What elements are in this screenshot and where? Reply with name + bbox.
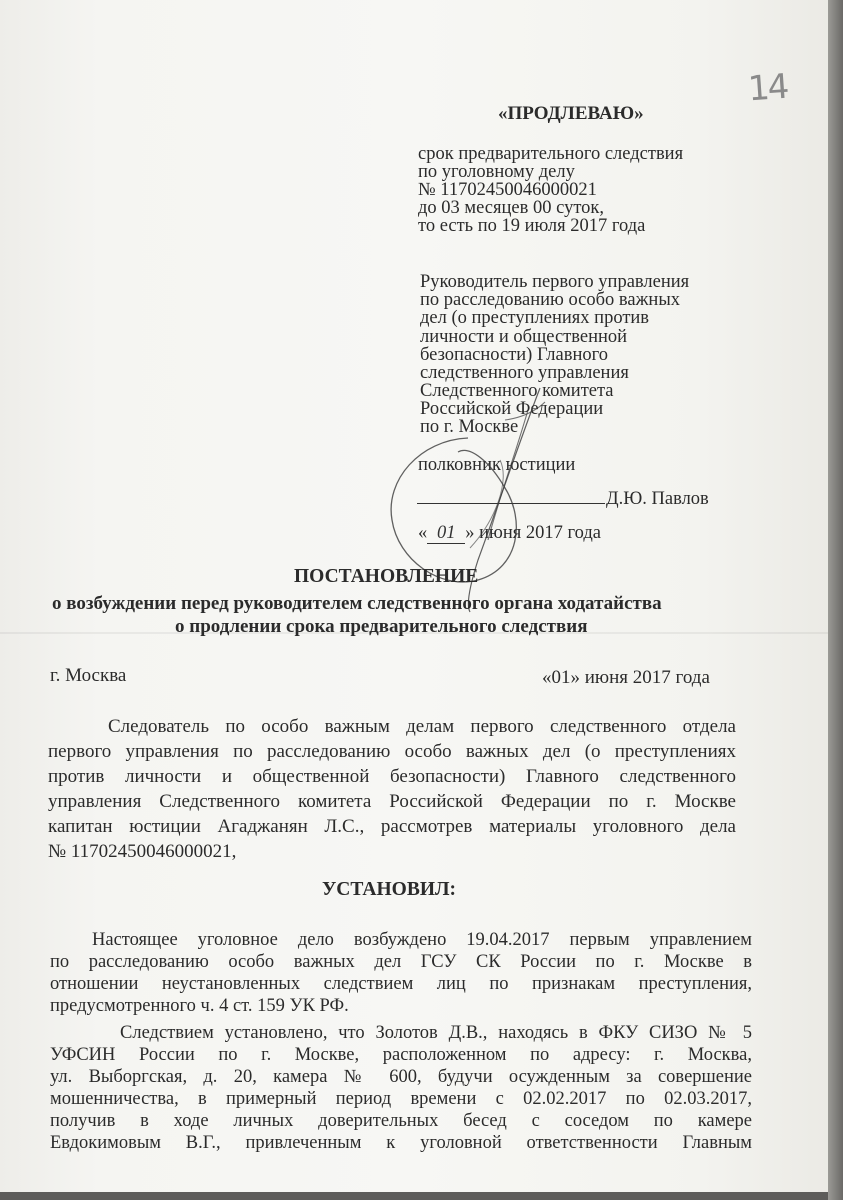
approval-line: по уголовному делу bbox=[418, 162, 575, 182]
para1-line: по расследованию особо важных дел ГСУ СК России по г. Москве в bbox=[50, 952, 752, 972]
para1-line: Настоящее уголовное дело возбуждено 19.04.2017 первым управлением bbox=[92, 930, 752, 950]
intro-line: управления Следственного комитета Российской Федерации по г. Москве bbox=[48, 791, 736, 812]
para1-line: предусмотренного ч. 4 ст. 159 УК РФ. bbox=[50, 996, 349, 1016]
document-subtitle: о возбуждении перед руководителем следственного органа ходатайства bbox=[52, 593, 662, 614]
approval-line: то есть по 19 июля 2017 года bbox=[418, 216, 646, 236]
position-line: личности и общественной bbox=[420, 327, 628, 347]
intro-line: Следователь по особо важным делам первого следственного отдела bbox=[108, 716, 736, 737]
position-line: следственного управления bbox=[420, 363, 629, 383]
para2-line: Следствием установлено, что Золотов Д.В., находясь в ФКУ СИЗО № 5 bbox=[120, 1023, 752, 1043]
para2-line: мошенничества, в примерный период времени с 02.02.2017 по 02.03.2017, bbox=[50, 1089, 752, 1109]
intro-line: первого управления по расследованию особо важных дел (о преступлениях bbox=[48, 741, 736, 762]
para2-line: ул. Выборгская, д. 20, камера № 600, будучи осужденным за совершение bbox=[50, 1067, 752, 1087]
para2-line: УФСИН России по г. Москве, расположенном по адресу: г. Москва, bbox=[50, 1045, 752, 1065]
position-line: дел (о преступлениях против bbox=[420, 308, 650, 328]
position-line: безопасности) Главного bbox=[420, 345, 608, 365]
handwritten-page-number: 14 bbox=[746, 66, 789, 110]
position-line: по расследованию особо важных bbox=[420, 290, 680, 310]
approval-line: срок предварительного следствия bbox=[418, 144, 684, 164]
approval-line: до 03 месяцев 00 суток, bbox=[418, 198, 605, 218]
approval-date-open: « bbox=[418, 523, 428, 543]
para2-line: Евдокимовым В.Г., привлеченным к уголовной ответственности Главным bbox=[50, 1133, 752, 1153]
approval-line: № 11702450046000021 bbox=[418, 180, 597, 200]
position-line: Руководитель первого управления bbox=[420, 272, 690, 292]
para2-line: получив в ходе личных доверительных бесед с соседом по камере bbox=[50, 1111, 752, 1131]
intro-line: капитан юстиции Агаджанян Л.С., рассмотрев материалы уголовного дела bbox=[48, 816, 736, 837]
established-heading: УСТАНОВИЛ: bbox=[322, 879, 457, 900]
rank: полковник юстиции bbox=[418, 455, 576, 475]
place: г. Москва bbox=[50, 665, 127, 686]
approval-date bbox=[418, 523, 601, 544]
position-line: Российской Федерации bbox=[420, 399, 604, 419]
approval-date-rest: » июня 2017 года bbox=[465, 523, 601, 543]
signatory-name: Д.Ю. Павлов bbox=[606, 489, 709, 509]
signature-line bbox=[417, 503, 605, 504]
approval-date-day: 01 bbox=[427, 523, 465, 544]
position-line: по г. Москве bbox=[420, 417, 519, 437]
document-subtitle: о продлении срока предварительного следствия bbox=[175, 616, 588, 637]
position-line: Следственного комитета bbox=[420, 381, 614, 401]
intro-line: № 11702450046000021, bbox=[48, 841, 237, 862]
document-title: ПОСТАНОВЛЕНИЕ bbox=[294, 566, 479, 587]
para1-line: отношении неустановленных следствием лиц по признакам преступления, bbox=[50, 974, 752, 994]
document-date: «01» июня 2017 года bbox=[542, 667, 710, 688]
page-edge bbox=[828, 0, 843, 1200]
approval-heading: «ПРОДЛЕВАЮ» bbox=[498, 103, 644, 124]
intro-line: против личности и общественной безопасности) Главного следственного bbox=[48, 766, 736, 787]
